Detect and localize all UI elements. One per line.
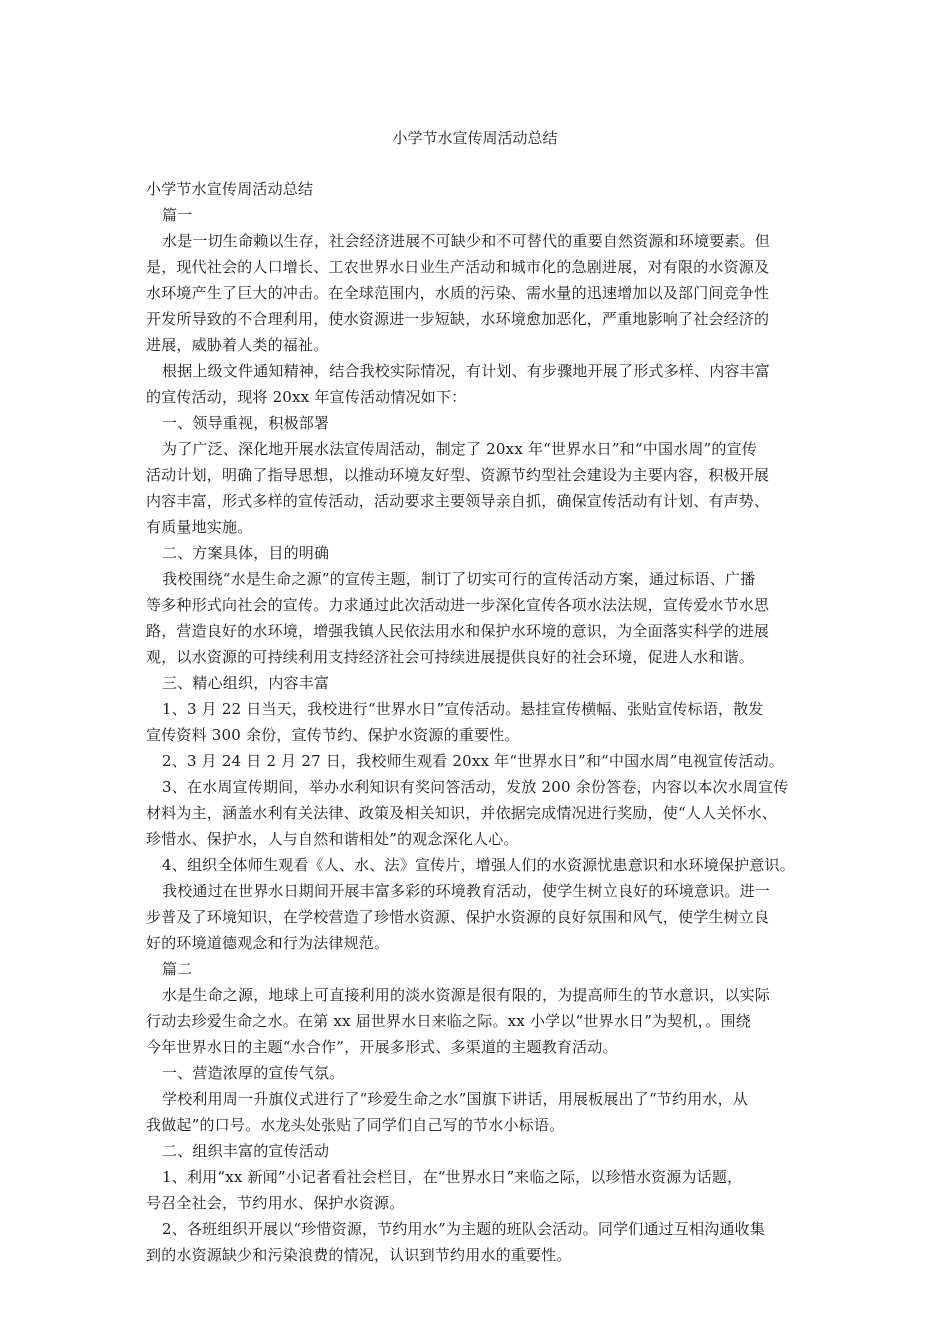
text-line: 4、组织全体师生观看《人、水、法》宣传片，增强人们的水资源忧患意识和水环境保护意识。 xyxy=(162,856,795,874)
text-line: 到的水资源缺少和污染浪费的情况，认识到节约用水的重要性。 xyxy=(146,1246,572,1264)
document-body xyxy=(146,176,826,1268)
text-line: 有质量地实施。 xyxy=(146,518,253,536)
text-line: 水是一切生命赖以生存，社会经济进展不可缺少和不可替代的重要自然资源和环境要素。但 xyxy=(162,232,771,250)
text-line: 二、方案具体，目的明确 xyxy=(162,544,330,562)
text-line: 1、3 月 22 日当天，我校进行“世界水日”宣传活动。悬挂宣传横幅、张贴宣传标语，散发 xyxy=(162,700,764,718)
text-line: 进展，威胁着人类的福祉。 xyxy=(146,336,329,354)
text-line: 珍惜水、保护水，人与自然和谐相处”的观念深化人心。 xyxy=(146,830,519,848)
text-line: 的宣传活动，现将 20xx 年宣传活动情况如下： xyxy=(146,388,467,406)
text-line: 二、组织丰富的宣传活动 xyxy=(162,1142,330,1160)
text-line: 好的环境道德观念和行为法律规范。 xyxy=(146,934,390,952)
text-line: 是，现代社会的人口增长、工农世界水日业生产活动和城市化的急剧进展，对有限的水资源及 xyxy=(146,258,770,276)
text-line: 三、精心组织，内容丰富 xyxy=(162,674,330,692)
text-line: 篇二 xyxy=(162,960,193,978)
text-line: 我校通过在世界水日期间开展丰富多彩的环境教育活动，使学生树立良好的环境意识。进一 xyxy=(162,882,771,900)
text-line: 水是生命之源，地球上可直接利用的淡水资源是很有限的，为提高师生的节水意识，以实际 xyxy=(162,986,771,1004)
text-line: 行动去珍爱生命之水。在第 xx 届世界水日来临之际。xx 小学以“世界水日”为契机，。围绕 xyxy=(146,1012,751,1030)
text-line: 材料为主，涵盖水利有关法律、政策及相关知识，并依据完成情况进行奖励，使“人人关怀水、 xyxy=(146,804,778,822)
text-line: 活动计划，明确了指导思想，以推动环境友好型、资源节约型社会建设为主要内容，积极开展 xyxy=(146,466,770,484)
document-title: 小学节水宣传周活动总结 xyxy=(392,129,558,147)
text-line: 小学节水宣传周活动总结 xyxy=(146,180,314,198)
text-line: 号召全社会，节约用水、保护水资源。 xyxy=(146,1194,405,1212)
text-line: 一、营造浓厚的宣传气氛。 xyxy=(162,1064,345,1082)
text-line: 3、在水周宣传期间，举办水利知识有奖问答活动，发放 200 余份答卷，内容以本次水周宣传 xyxy=(162,778,789,796)
text-line: 水环境产生了巨大的冲击。在全球范围内，水质的污染、需水量的迅速增加以及部门间竞争性 xyxy=(146,284,770,302)
text-line: 为了广泛、深化地开展水法宣传周活动，制定了 20xx 年“世界水日”和“中国水周”的宣传 xyxy=(162,440,758,458)
text-line: 我做起”的口号。水龙头处张贴了同学们自己写的节水小标语。 xyxy=(146,1116,565,1134)
text-line: 我校围绕“水是生命之源”的宣传主题，制订了切实可行的宣传活动方案，通过标语、广播 xyxy=(162,570,756,588)
text-line: 路，营造良好的水环境，增强我镇人民依法用水和保护水环境的意识，为全面落实科学的进展 xyxy=(146,622,770,640)
text-line: 今年世界水日的主题“水合作”，开展多形式、多渠道的主题教育活动。 xyxy=(146,1038,618,1056)
text-line: 步普及了环境知识，在学校营造了珍惜水资源、保护水资源的良好氛围和风气，使学生树立良 xyxy=(146,908,770,926)
text-line: 2、3 月 24 日 2 月 27 日，我校师生观看 20xx 年“世界水日”和“中国水周”电视宣传活动。 xyxy=(162,752,784,770)
text-line: 等多种形式向社会的宣传。力求通过此次活动进一步深化宣传各项水法法规，宣传爱水节水思 xyxy=(146,596,770,614)
text-line: 宣传资料 300 余份，宣传节约、保护水资源的重要性。 xyxy=(146,726,520,744)
text-line: 学校利用周一升旗仪式进行了“珍爱生命之水”国旗下讲话，用展板展出了“节约用水，从 xyxy=(162,1090,749,1108)
text-line: 一、领导重视，积极部署 xyxy=(162,414,330,432)
text-line: 开发所导致的不合理利用，使水资源进一步短缺，水环境愈加恶化，严重地影响了社会经济的 xyxy=(146,310,770,328)
text-line: 2、各班组织开展以“珍惜资源，节约用水”为主题的班队会活动。同学们通过互相沟通收集 xyxy=(162,1220,766,1238)
text-line: 1、利用“xx 新闻”小记者看社会栏目，在“世界水日”来临之际，以珍惜水资源为话题， xyxy=(162,1168,743,1186)
text-line: 内容丰富，形式多样的宣传活动，活动要求主要领导亲自抓，确保宣传活动有计划、有声势、 xyxy=(146,492,770,510)
text-line: 篇一 xyxy=(162,206,193,224)
text-line: 根据上级文件通知精神，结合我校实际情况，有计划、有步骤地开展了形式多样、内容丰富 xyxy=(162,362,771,380)
text-line: 观，以水资源的可持续利用支持经济社会可持续进展提供良好的社会环境，促进人水和谐。 xyxy=(146,648,755,666)
